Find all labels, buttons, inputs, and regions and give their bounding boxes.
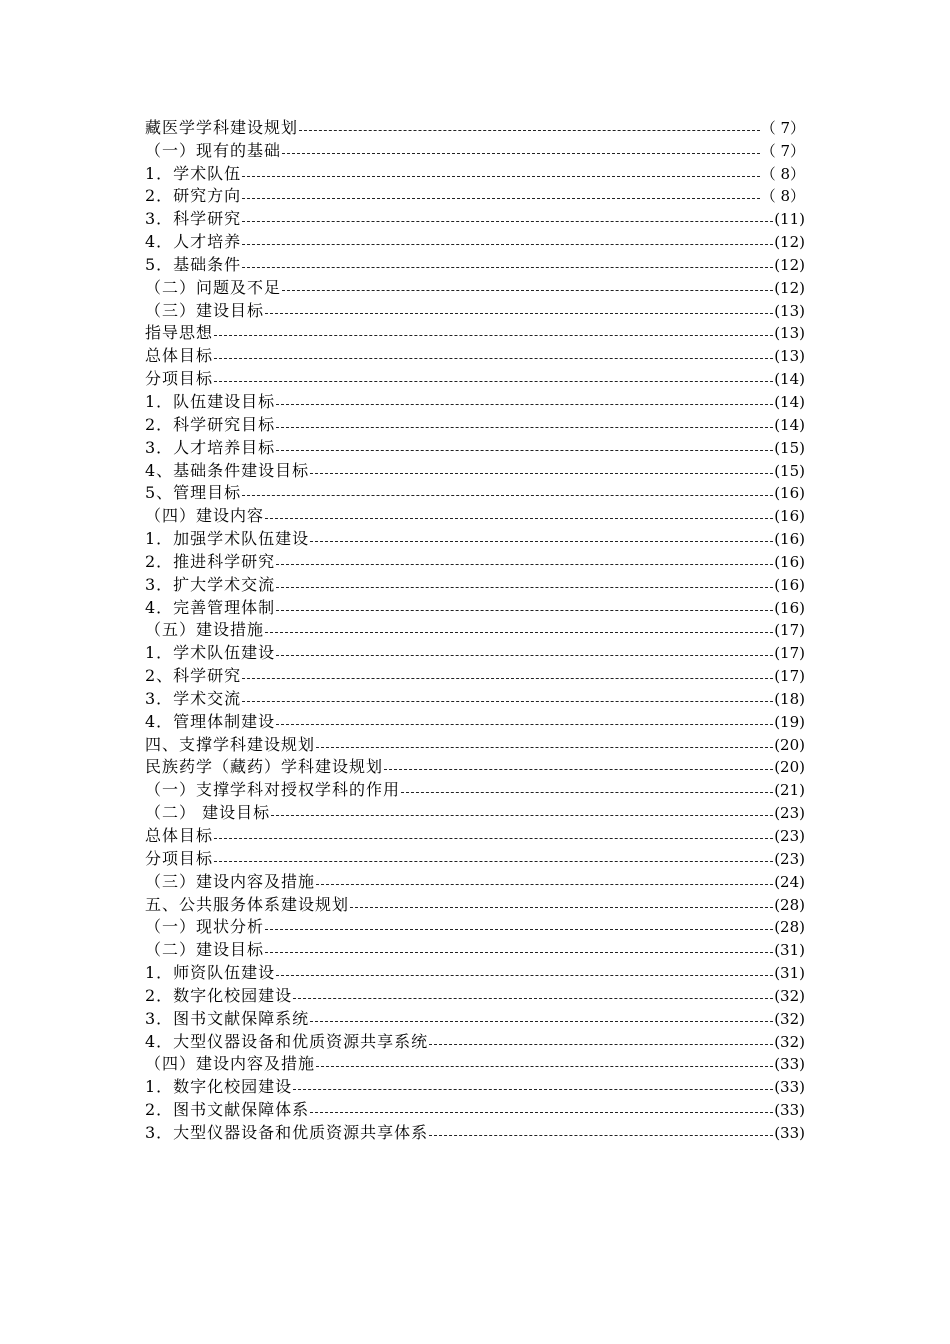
- toc-entry-title: 4、基础条件建设目标: [145, 460, 310, 480]
- toc-entry-title: 4．人才培养: [145, 232, 242, 252]
- toc-entry-page: （ 7）: [760, 118, 805, 137]
- toc-entry[interactable]: [145, 824, 805, 847]
- toc-dot-leader: [310, 473, 773, 474]
- toc-entry-page: （ 7）: [760, 141, 805, 160]
- toc-dot-leader: [214, 838, 773, 839]
- toc-entry-page: (15): [774, 438, 805, 457]
- toc-dot-leader: [242, 221, 773, 222]
- toc-entry-title: 总体目标: [145, 346, 214, 366]
- toc-dot-leader: [276, 724, 773, 725]
- toc-entry-title: 4．管理体制建设: [145, 711, 276, 731]
- toc-entry-title: 4．完善管理体制: [145, 597, 276, 617]
- toc-dot-leader: [214, 358, 773, 359]
- toc-entry[interactable]: [145, 687, 805, 710]
- toc-entry[interactable]: [145, 550, 805, 573]
- toc-entry-title: 3．人才培养目标: [145, 437, 276, 457]
- toc-dot-leader: [276, 655, 773, 656]
- toc-dot-leader: [242, 267, 773, 268]
- toc-entry-title: 3．扩大学术交流: [145, 574, 276, 594]
- toc-entry-page: （ 8）: [760, 164, 805, 183]
- toc-entry-page: (33): [774, 1078, 805, 1097]
- toc-entry-page: (14): [774, 370, 805, 389]
- toc-entry-page: (18): [774, 689, 805, 708]
- toc-entry[interactable]: [145, 778, 805, 801]
- toc-entry-title: 3．学术交流: [145, 688, 242, 708]
- toc-entry[interactable]: [145, 185, 805, 208]
- toc-entry-title: （一）现有的基础: [145, 140, 282, 160]
- toc-entry-page: (19): [774, 712, 805, 731]
- toc-entry-page: (23): [774, 827, 805, 845]
- toc-entry-page: (33): [774, 1101, 805, 1120]
- toc-dot-leader: [293, 998, 773, 999]
- toc-entry[interactable]: [145, 573, 805, 596]
- toc-entry-title: 1．队伍建设目标: [145, 391, 276, 411]
- toc-dot-leader: [265, 952, 773, 953]
- toc-entry-title: 2．图书文献保障体系: [145, 1100, 310, 1120]
- toc-entry[interactable]: [145, 436, 805, 459]
- toc-entry[interactable]: [145, 276, 805, 299]
- toc-entry-title: 2．数字化校园建设: [145, 985, 293, 1005]
- toc-entry-title: 五、公共服务体系建设规划: [145, 894, 350, 914]
- toc-entry-page: (16): [774, 575, 805, 594]
- toc-dot-leader: [242, 678, 773, 679]
- toc-entry-title: 2、科学研究: [145, 666, 242, 686]
- toc-entry[interactable]: [145, 116, 805, 139]
- toc-entry-title: 民族药学（藏药）学科建设规划: [145, 757, 384, 777]
- toc-dot-leader: [276, 450, 773, 451]
- toc-entry-title: 1．数字化校园建设: [145, 1077, 293, 1097]
- toc-entry[interactable]: [145, 733, 805, 756]
- toc-dot-leader: [293, 1089, 773, 1090]
- toc-dot-leader: [310, 1021, 773, 1022]
- toc-entry-page: (32): [774, 1009, 805, 1028]
- toc-entry-page: (16): [774, 552, 805, 571]
- toc-entry-title: （一）支撑学科对授权学科的作用: [145, 780, 401, 800]
- toc-entry[interactable]: [145, 230, 805, 253]
- toc-entry-title: 1．师资队伍建设: [145, 963, 276, 983]
- toc-entry-page: (32): [774, 986, 805, 1005]
- toc-dot-leader: [242, 701, 773, 702]
- toc-dot-leader: [265, 313, 773, 314]
- toc-entry[interactable]: [145, 961, 805, 984]
- toc-dot-leader: [276, 975, 773, 976]
- toc-entry-page: (23): [774, 849, 805, 868]
- toc-entry-page: (16): [774, 507, 805, 526]
- toc-entry-page: (21): [774, 781, 805, 800]
- toc-entry-title: 总体目标: [145, 826, 214, 845]
- toc-dot-leader: [429, 1044, 773, 1045]
- toc-dot-leader: [401, 792, 773, 793]
- toc-entry[interactable]: [145, 482, 805, 505]
- toc-entry[interactable]: [145, 344, 805, 367]
- toc-entry-title: 2．科学研究目标: [145, 414, 276, 434]
- toc-entry-page: (14): [774, 392, 805, 411]
- toc-dot-leader: [214, 381, 773, 382]
- toc-entry-title: 5．基础条件: [145, 254, 242, 274]
- toc-entry-title: 2．研究方向: [145, 186, 242, 206]
- toc-dot-leader: [316, 884, 773, 885]
- toc-entry[interactable]: [145, 596, 805, 619]
- toc-entry-title: 3．图书文献保障系统: [145, 1008, 310, 1028]
- toc-entry-page: (31): [774, 941, 805, 960]
- toc-entry[interactable]: [145, 413, 805, 436]
- toc-entry-page: (12): [774, 278, 805, 297]
- toc-dot-leader: [242, 198, 760, 199]
- toc-entry-title: 5、管理目标: [145, 483, 242, 503]
- toc-entry-page: (12): [774, 233, 805, 252]
- toc-entry[interactable]: [145, 641, 805, 664]
- toc-entry-page: (17): [774, 644, 805, 663]
- toc-dot-leader: [242, 244, 773, 245]
- toc-entry[interactable]: [145, 870, 805, 893]
- toc-entry-title: 2．推进科学研究: [145, 551, 276, 571]
- toc-entry-title: （三）建设内容及措施: [145, 871, 316, 891]
- toc-entry-title: 四、支撑学科建设规划: [145, 734, 316, 754]
- toc-entry-page: (20): [774, 735, 805, 754]
- toc-entry-title: 分项目标: [145, 848, 214, 868]
- toc-dot-leader: [316, 1066, 773, 1067]
- toc-entry-title: （三）建设目标: [145, 300, 265, 320]
- toc-dot-leader: [310, 541, 773, 542]
- toc-dot-leader: [429, 1135, 773, 1136]
- toc-entry[interactable]: [145, 207, 805, 230]
- toc-entry-page: (15): [774, 461, 805, 480]
- toc-entry-page: (24): [774, 872, 805, 891]
- toc-entry-page: (16): [774, 598, 805, 617]
- toc-entry-title: 3．科学研究: [145, 209, 242, 229]
- toc-dot-leader: [265, 632, 773, 633]
- toc-entry-title: 3．大型仪器设备和优质资源共享体系: [145, 1122, 429, 1142]
- toc-entry[interactable]: [145, 253, 805, 276]
- toc-entry[interactable]: [145, 1121, 805, 1144]
- toc-entry[interactable]: [145, 504, 805, 527]
- toc-dot-leader: [299, 130, 760, 131]
- toc-entry-page: (28): [774, 895, 805, 914]
- toc-entry[interactable]: [145, 1098, 805, 1121]
- toc-entry-page: (17): [774, 667, 805, 686]
- toc-entry[interactable]: [145, 367, 805, 390]
- toc-entry-page: (20): [774, 758, 805, 777]
- toc-entry[interactable]: [145, 459, 805, 482]
- toc-entry[interactable]: [145, 916, 805, 939]
- toc-entry[interactable]: [145, 664, 805, 687]
- toc-entry-title: （二） 建设目标: [145, 803, 271, 823]
- toc-entry[interactable]: [145, 619, 805, 642]
- toc-dot-leader: [282, 290, 773, 291]
- toc-entry-page: (16): [774, 530, 805, 549]
- toc-entry[interactable]: [145, 801, 805, 824]
- toc-entry[interactable]: [145, 1030, 805, 1053]
- toc-entry[interactable]: [145, 938, 805, 961]
- toc-entry[interactable]: [145, 893, 805, 916]
- toc-dot-leader: [265, 929, 773, 930]
- toc-entry-page: (23): [774, 804, 805, 823]
- toc-entry[interactable]: [145, 1075, 805, 1098]
- toc-entry-title: （一）现状分析: [145, 917, 265, 937]
- toc-dot-leader: [310, 1112, 773, 1113]
- toc-entry-page: (14): [774, 415, 805, 434]
- toc-dot-leader: [276, 427, 773, 428]
- toc-entry[interactable]: [145, 1007, 805, 1030]
- toc-dot-leader: [214, 861, 773, 862]
- toc-dot-leader: [276, 564, 773, 565]
- toc-entry-title: （二）问题及不足: [145, 277, 282, 297]
- toc-entry[interactable]: [145, 162, 805, 185]
- toc-dot-leader: [276, 610, 773, 611]
- toc-dot-leader: [350, 907, 773, 908]
- toc-entry-title: 1．学术队伍: [145, 163, 242, 183]
- toc-entry-title: 分项目标: [145, 369, 214, 389]
- toc-entry[interactable]: [145, 756, 805, 779]
- toc-entry-page: (13): [774, 301, 805, 320]
- toc-entry-title: （四）建设内容及措施: [145, 1054, 316, 1074]
- toc-dot-leader: [214, 335, 773, 336]
- toc-dot-leader: [282, 153, 760, 154]
- toc-entry-page: （ 8）: [760, 187, 805, 206]
- toc-entry-title: 藏医学学科建设规划: [145, 117, 299, 137]
- toc-dot-leader: [242, 176, 760, 177]
- toc-entry-title: 指导思想: [145, 323, 214, 343]
- toc-entry-page: (11): [774, 210, 805, 229]
- table-of-contents: [145, 116, 805, 1144]
- toc-entry-page: (16): [774, 484, 805, 503]
- toc-entry-title: （五）建设措施: [145, 620, 265, 640]
- toc-entry-page: (12): [774, 255, 805, 274]
- toc-entry[interactable]: [145, 527, 805, 550]
- toc-entry-page: (28): [774, 918, 805, 937]
- toc-entry-page: (33): [774, 1055, 805, 1074]
- toc-entry[interactable]: [145, 322, 805, 345]
- toc-dot-leader: [276, 587, 773, 588]
- toc-entry-page: (13): [774, 324, 805, 343]
- toc-entry[interactable]: [145, 139, 805, 162]
- toc-dot-leader: [271, 815, 773, 816]
- toc-entry-title: 4．大型仪器设备和优质资源共享系统: [145, 1031, 429, 1051]
- toc-entry-page: (33): [774, 1123, 805, 1142]
- toc-dot-leader: [242, 495, 773, 496]
- toc-dot-leader: [384, 769, 773, 770]
- toc-dot-leader: [316, 747, 773, 748]
- toc-entry[interactable]: [145, 1053, 805, 1076]
- toc-entry[interactable]: [145, 390, 805, 413]
- toc-entry-title: （二）建设目标: [145, 940, 265, 960]
- toc-entry[interactable]: [145, 710, 805, 733]
- toc-entry[interactable]: [145, 984, 805, 1007]
- toc-entry-title: 1．加强学术队伍建设: [145, 529, 310, 549]
- toc-entry-page: (32): [774, 1032, 805, 1051]
- toc-dot-leader: [265, 518, 773, 519]
- toc-entry-page: (13): [774, 347, 805, 366]
- toc-entry-title: （四）建设内容: [145, 506, 265, 526]
- toc-entry[interactable]: [145, 299, 805, 322]
- toc-entry[interactable]: [145, 847, 805, 870]
- toc-entry-page: (31): [774, 964, 805, 983]
- toc-entry-title: 1．学术队伍建设: [145, 643, 276, 663]
- toc-entry-page: (17): [774, 621, 805, 640]
- toc-dot-leader: [276, 404, 773, 405]
